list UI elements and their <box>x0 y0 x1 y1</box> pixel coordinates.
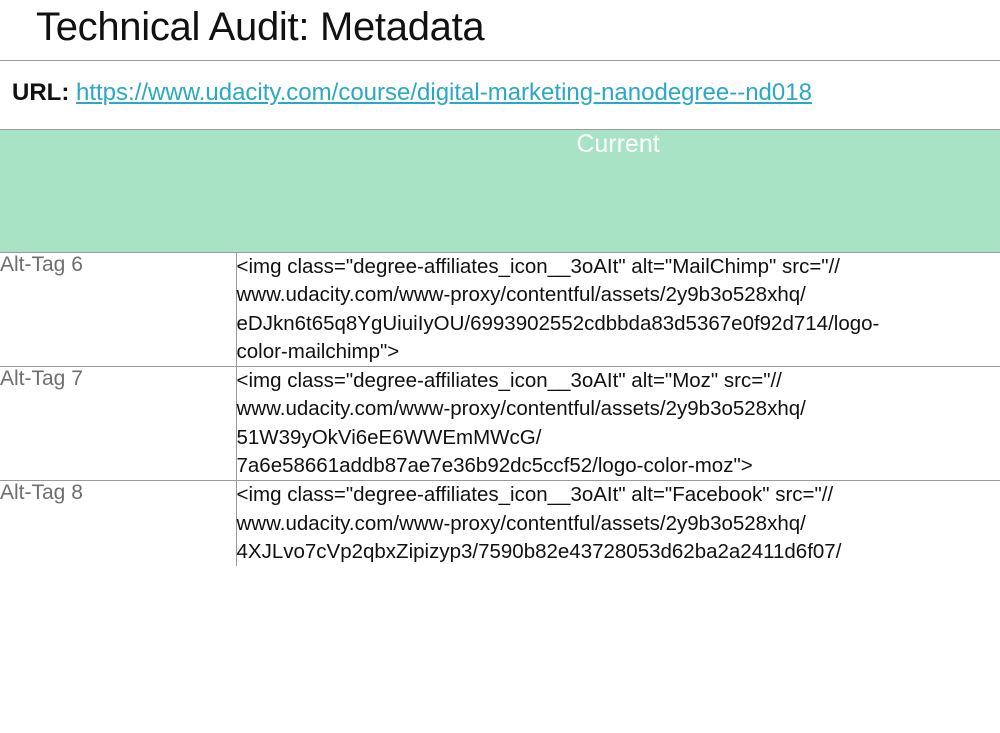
metadata-table <box>0 130 1000 566</box>
url-label: URL <box>12 79 62 106</box>
table-header-row <box>0 130 1000 253</box>
value-line: eDJkn6t65q8YgUiuiIyOU/6993902552cdbbda83d5367e0f92d714/logo- <box>236 311 880 335</box>
row-label-alt-tag-7: Alt-Tag 7 <box>0 367 236 481</box>
row-value-alt-tag-6 <box>236 253 1000 367</box>
row-label-alt-tag-8: Alt-Tag 8 <box>0 481 236 566</box>
value-line: <img class="degree-affiliates_icon__3oAIt" alt="Facebook" src="// <box>236 483 834 507</box>
value-line: 4XJLvo7cVp2qbxZipizyp3/7590b82e43728053d62ba2a2411d6f07/ <box>236 539 842 563</box>
table-header-blank <box>0 130 236 253</box>
row-value-alt-tag-7 <box>236 367 1000 481</box>
value-line: <img class="degree-affiliates_icon__3oAIt" alt="MailChimp" src="// <box>236 255 840 278</box>
row-label-alt-tag-6: Alt-Tag 6 <box>0 253 236 367</box>
url-separator: : <box>61 79 70 106</box>
table-row <box>0 367 1000 481</box>
course-url-link[interactable]: https://www.udacity.com/course/digital-marketing-nanodegree--nd018 <box>76 79 812 106</box>
table-clip <box>0 130 1000 566</box>
value-line: www.udacity.com/www-proxy/contentful/assets/2y9b3o528xhq/ <box>236 397 806 421</box>
table-row <box>0 481 1000 566</box>
value-line: <img class="degree-affiliates_icon__3oAIt" alt="Moz" src="// <box>236 369 782 393</box>
page-title: Technical Audit: Metadata <box>36 5 485 49</box>
value-line: www.udacity.com/www-proxy/contentful/assets/2y9b3o528xhq/ <box>236 511 806 535</box>
url-row <box>0 61 1000 129</box>
row-value-alt-tag-8 <box>236 481 1000 566</box>
value-line: color-mailchimp"> <box>236 339 400 363</box>
table-row <box>0 253 1000 367</box>
value-line: 7a6e58661addb87ae7e36b92dc5ccf52/logo-color-moz"> <box>236 453 753 477</box>
value-line: 51W39yOkVi6eE6WWEmMWcG/ <box>236 425 542 449</box>
value-line: www.udacity.com/www-proxy/contentful/assets/2y9b3o528xhq/ <box>236 283 806 307</box>
table-header-current: Current <box>236 130 1000 253</box>
